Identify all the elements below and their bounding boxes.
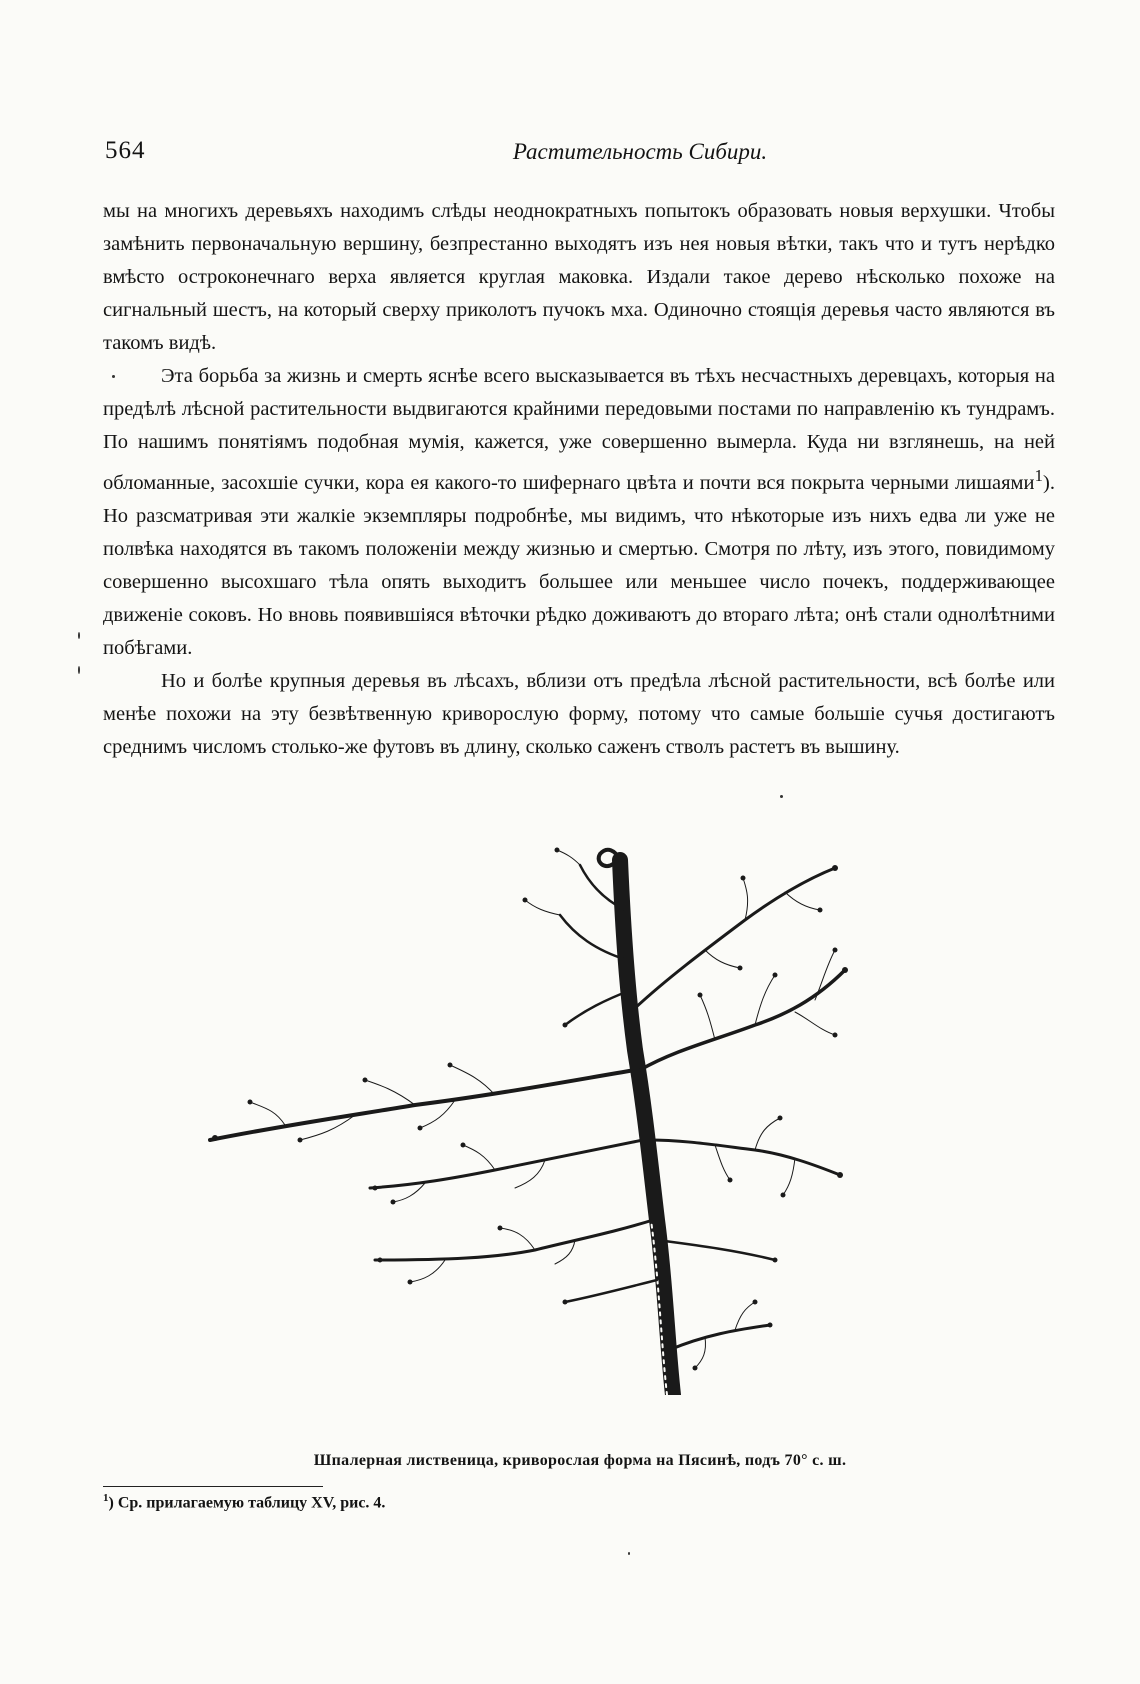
running-header [105,137,1055,169]
scan-speck [78,666,80,674]
paragraph-2-tail: ). Но разсматривая эти жалкіе экземпляры подробнѣе, мы видимъ, что нѣкоторые изъ нихъ едва ли уже не полвѣка находятся въ такомъ положеніи между жизнью и смертью. Смотря по лѣту, изъ этого, повидимому совершенно высохшаго тѣла опять выходитъ большее или меньшее число почекъ, поддерживающее движеніе соковъ. Но вновь появившіяся вѣточки рѣдко доживаютъ до втораго лѣта; онѣ стали однолѣтними побѣгами. [103,471,1055,659]
footnote-text: ) Ср. прилагаемую таблицу XV, рис. 4. [108,1494,386,1512]
page-number: 564 [105,137,146,164]
footnote-reference: 1 [1034,466,1044,485]
trunk [620,860,673,1395]
scan-speck [628,1552,630,1555]
running-title: Растительность Сибири. [512,139,768,164]
footnote [103,1492,385,1512]
scan-speck [780,795,783,798]
paragraph-2-main: Эта борьба за жизнь и смерть яснѣе всего высказывается въ тѣхъ несчастныхъ деревцахъ, которыя на предѣлѣ лѣсной растительности выдвигаются крайними передовыми постами по направленію къ тундрамъ. По нашимъ понятіямъ подобная мумія, кажется, уже совершенно вымерла. Куда ни взглянешь, на ней обломанные, засохшіе сучки, кора ея какого-то шифернаго цвѣта и почти вся покрыта черными лишаями [103,365,1055,494]
paragraph-1: мы на многихъ деревьяхъ находимъ слѣды неоднократныхъ попытокъ образовать новыя верхушки. Чтобы замѣнить первоначальную вершину, безпрестанно выходятъ изъ нея новыя вѣтки, такъ что и тутъ нерѣдко вмѣсто остроконечнаго верха является круглая маковка. Издали такое дерево нѣсколько похоже на сигнальный шестъ, на который сверху приколотъ пучокъ мха. Одиночно стоящія деревья часто являются въ такомъ видѣ. [103,200,1055,354]
long-left-branch [210,1070,635,1140]
paragraph-3: Но и болѣе крупныя деревья въ лѣсахъ, вблизи отъ предѣла лѣсной растительности, всѣ болѣе или менѣе похожи на эту безвѣтвенную криворослую форму, потому что самые большіе сучья достигаютъ среднимъ числомъ столько-же футовъ въ длину, сколько саженъ стволъ растетъ въ вышину. [103,669,1055,758]
larch-tree-illustration [195,840,895,1395]
figure-caption: Шпалерная лиственица, криворослая форма на Пясинѣ, подъ 70° с. ш. [313,1452,847,1469]
tree-drawing [195,840,895,1395]
scan-speck [78,632,80,639]
paragraph-2 [103,360,1055,665]
body-text [103,195,1055,764]
footnote-marker: 1 [103,1492,109,1504]
footnote-rule [103,1486,323,1487]
scan-speck [112,375,115,378]
right-branch-upper [640,970,845,1070]
bud-clusters [212,848,848,1371]
